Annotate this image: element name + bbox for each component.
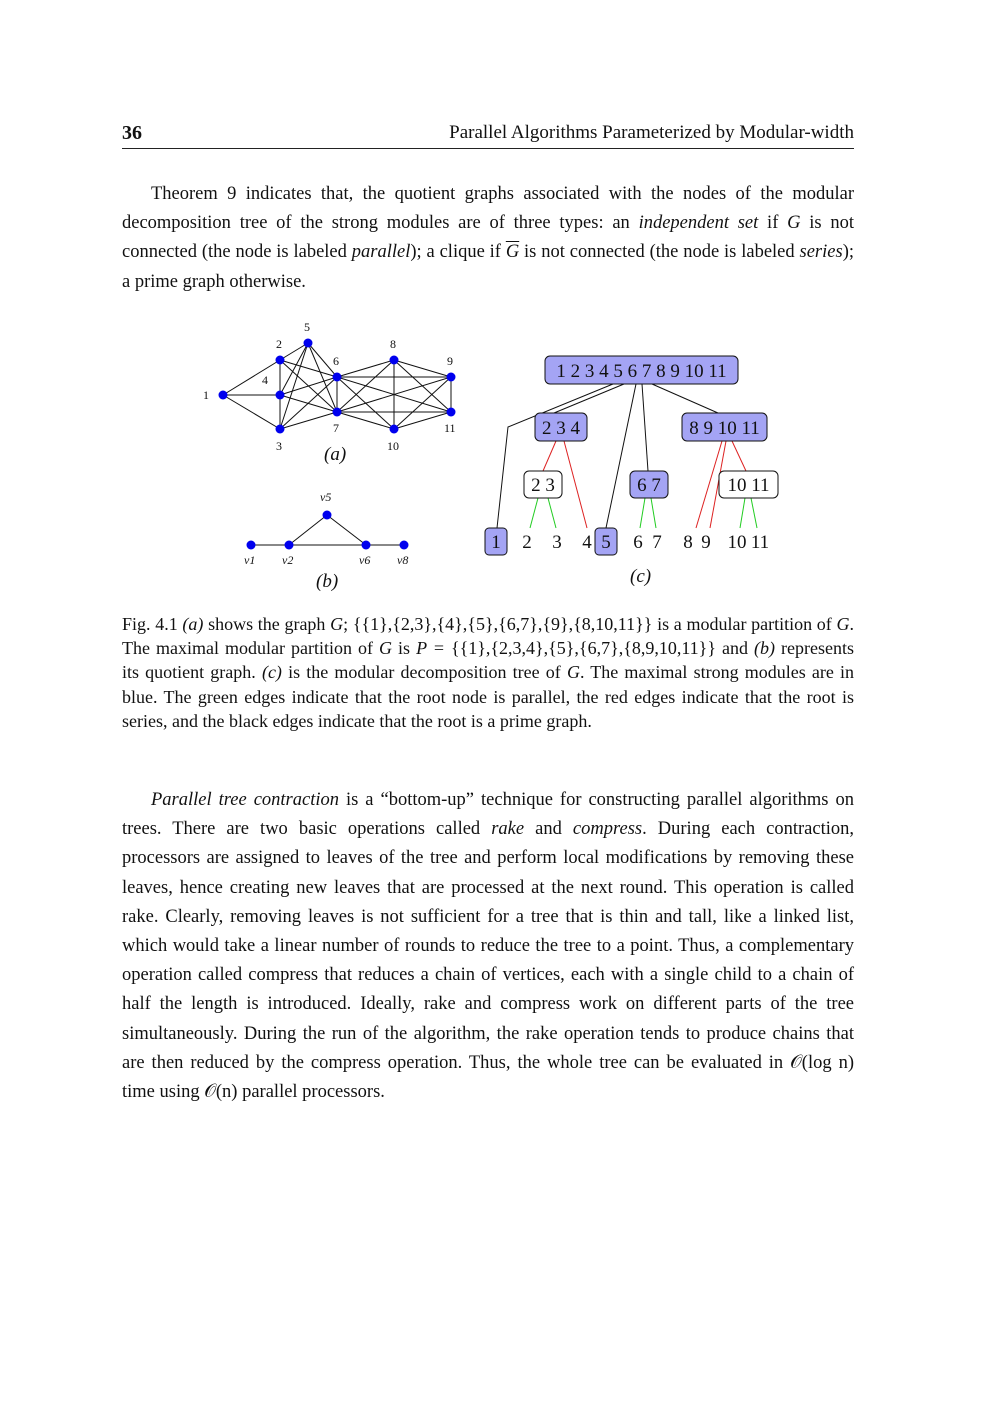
page-number: 36 (122, 122, 142, 144)
math: {{1},{2,3,4},{5},{6,7},{8,9,10,11}} (450, 638, 716, 659)
node-label: 2 3 4 (542, 418, 580, 439)
graph-b-vertex (247, 541, 256, 550)
graph-b-vertex (323, 511, 332, 520)
caption-a: (a) (324, 444, 347, 465)
node-label: 6 7 (637, 475, 661, 496)
vertex-label: 4 (262, 373, 268, 387)
math: G (566, 662, 580, 683)
text: and (524, 819, 573, 840)
text: . The maximal strong modules are in blue. The green edges indicate that the root node is parallel, the red edges indicate that the root is series, and the black edges indicate that the root is a prime graph. (122, 662, 855, 731)
vertex-label: 2 (276, 337, 282, 351)
text: is the modular decomposition tree of (281, 662, 567, 683)
leaf-label: 3 (552, 532, 562, 553)
text: time using (122, 1082, 205, 1103)
figure-caption (122, 612, 854, 733)
vertex-label: v8 (397, 553, 409, 567)
vertex-label: 10 (387, 439, 399, 453)
leaf-label: 7 (652, 532, 662, 553)
math: P = (416, 638, 445, 659)
math: (a) (182, 614, 204, 634)
vertex-label: 5 (304, 320, 310, 334)
graph-a-labels (203, 320, 456, 453)
leaf-label: 9 (701, 532, 711, 553)
vertex-label: 8 (390, 337, 396, 351)
vertex-label: 6 (333, 354, 339, 368)
graph-a-vertex (304, 339, 313, 348)
text: is a modular partition of (652, 614, 837, 634)
leaf-label: 1 (491, 532, 501, 553)
math: 𝒪(n) (204, 1082, 238, 1103)
emph-parallel-tree-contraction: Parallel tree contraction (151, 790, 339, 810)
text: if (758, 213, 788, 234)
tree-node-1011 (719, 471, 778, 498)
math: G (379, 638, 393, 659)
paragraph-theorem (122, 180, 854, 297)
graph-a-vertex (447, 408, 456, 417)
node-label: 2 3 (531, 475, 555, 496)
graph-b-vertex (400, 541, 409, 550)
tree-node-891011 (682, 413, 767, 441)
vertex-label: 11 (444, 421, 456, 435)
emph-rake: rake (491, 819, 525, 840)
graph-a-vertex (333, 408, 342, 417)
math: (b) (754, 638, 775, 659)
math-g: G (787, 213, 801, 234)
graph-b-edges (251, 515, 404, 545)
tree-root-node (545, 356, 738, 384)
vertex-label: 9 (447, 354, 453, 368)
leaf-label: 11 (750, 532, 770, 553)
caption-label: Fig. 4.1 (122, 614, 183, 634)
graph-a-vertex (390, 356, 399, 365)
figure-svg (190, 315, 810, 595)
vertex-label: 7 (333, 421, 339, 435)
leaf-label: 5 (601, 532, 611, 553)
running-title: Parallel Algorithms Parameterized by Modular-width (449, 122, 854, 143)
vertex-label: v5 (320, 490, 332, 504)
text: . The maximal modular partition of (122, 614, 854, 659)
math: {{1},{2,3},{4},{5},{6,7},{9},{8,10,11}} (352, 614, 653, 634)
graph-a-vertex (276, 356, 285, 365)
text: represents its quotient graph. (122, 638, 854, 683)
tree-node-67 (630, 471, 668, 498)
leaf-label: 4 (582, 532, 592, 553)
vertex-label: 1 (203, 388, 209, 402)
vertex-label: 3 (276, 439, 282, 453)
graph-a-vertex (219, 391, 228, 400)
tree-leaves (491, 532, 769, 553)
text: is not connected (the node is labeled (122, 213, 854, 263)
text: is (392, 638, 417, 659)
emph-compress: compress (572, 819, 643, 840)
text: ; (343, 614, 353, 634)
graph-b-vertex (285, 541, 294, 550)
math: (c) (261, 662, 282, 683)
graph-b-labels (244, 490, 408, 567)
math: G (330, 614, 344, 634)
text: is a “bottom-up” technique for constructing parallel algorithms on trees. There are two basic operations called (122, 790, 854, 840)
graph-b-vertices (247, 511, 409, 550)
node-label: 1 2 3 4 5 6 7 8 9 10 11 (556, 361, 727, 382)
vertex-label: v2 (282, 553, 294, 567)
math: G (836, 614, 850, 634)
vertex-label: v6 (359, 553, 371, 567)
node-label: 8 9 10 11 (689, 418, 760, 439)
leaf-label: 2 (522, 532, 532, 553)
caption-c: (c) (630, 566, 652, 587)
math: 𝒪(log n) (790, 1052, 854, 1073)
tree-node-234 (535, 413, 587, 441)
math-g-complement: $\overline{G}$ (505, 242, 520, 263)
emph-independent-set: independent set (638, 213, 759, 234)
vertex-label: v1 (244, 553, 256, 567)
text: . During each contraction, processors are assigned to leaves of the tree and perform local modifications by removing these leaves, hence creating new leaves that are processed at the next round. This operation is called rake. Clearly, removing leaves is not sufficient for a tree that is thin and tall, like a linked list, which would take a linear number of rounds to reduce the tree to a point. Thus, a complementary operation called compress that reduces a chain of vertices, each with a single child to a chain of half the length is introduced. Ideally, rake and compress work on different parts of the tree simultaneously. During the run of the algorithm, the rake operation tends to produce chains that are then reduced by the compress operation. Thus, the whole tree can be evaluated in (122, 819, 854, 1073)
graph-a-vertex (276, 425, 285, 434)
tree-parallel-edges (530, 498, 757, 528)
node-label: 10 11 (727, 475, 770, 496)
text: ); a prime graph otherwise. (122, 242, 854, 292)
leaf-label: 8 (683, 532, 693, 553)
emph-parallel: parallel (351, 242, 411, 263)
text: is not connected (the node is labeled (519, 242, 800, 263)
graph-a-vertex (447, 373, 456, 382)
page-header (122, 120, 854, 149)
graph-a-vertex (276, 391, 285, 400)
text: ); a clique if (410, 242, 506, 263)
graph-a-vertex (333, 373, 342, 382)
leaf-label: 10 (727, 532, 747, 553)
text: parallel processors. (237, 1082, 385, 1103)
text: Theorem 9 indicates that, the quotient graphs associated with the nodes of the modular decomposition tree of the strong modules are of three types: an (122, 184, 854, 234)
caption-b: (b) (316, 571, 339, 592)
paragraph-tree-contraction (122, 786, 854, 1107)
leaf-label: 6 (633, 532, 643, 553)
graph-b-vertex (362, 541, 371, 550)
text: shows the graph (203, 614, 331, 634)
tree-node-23 (524, 471, 562, 498)
emph-series: series (799, 242, 843, 263)
figure-4-1 (190, 315, 810, 595)
graph-a-vertex (390, 425, 399, 434)
tree-prime-edges (497, 384, 718, 528)
text: and (715, 638, 754, 659)
